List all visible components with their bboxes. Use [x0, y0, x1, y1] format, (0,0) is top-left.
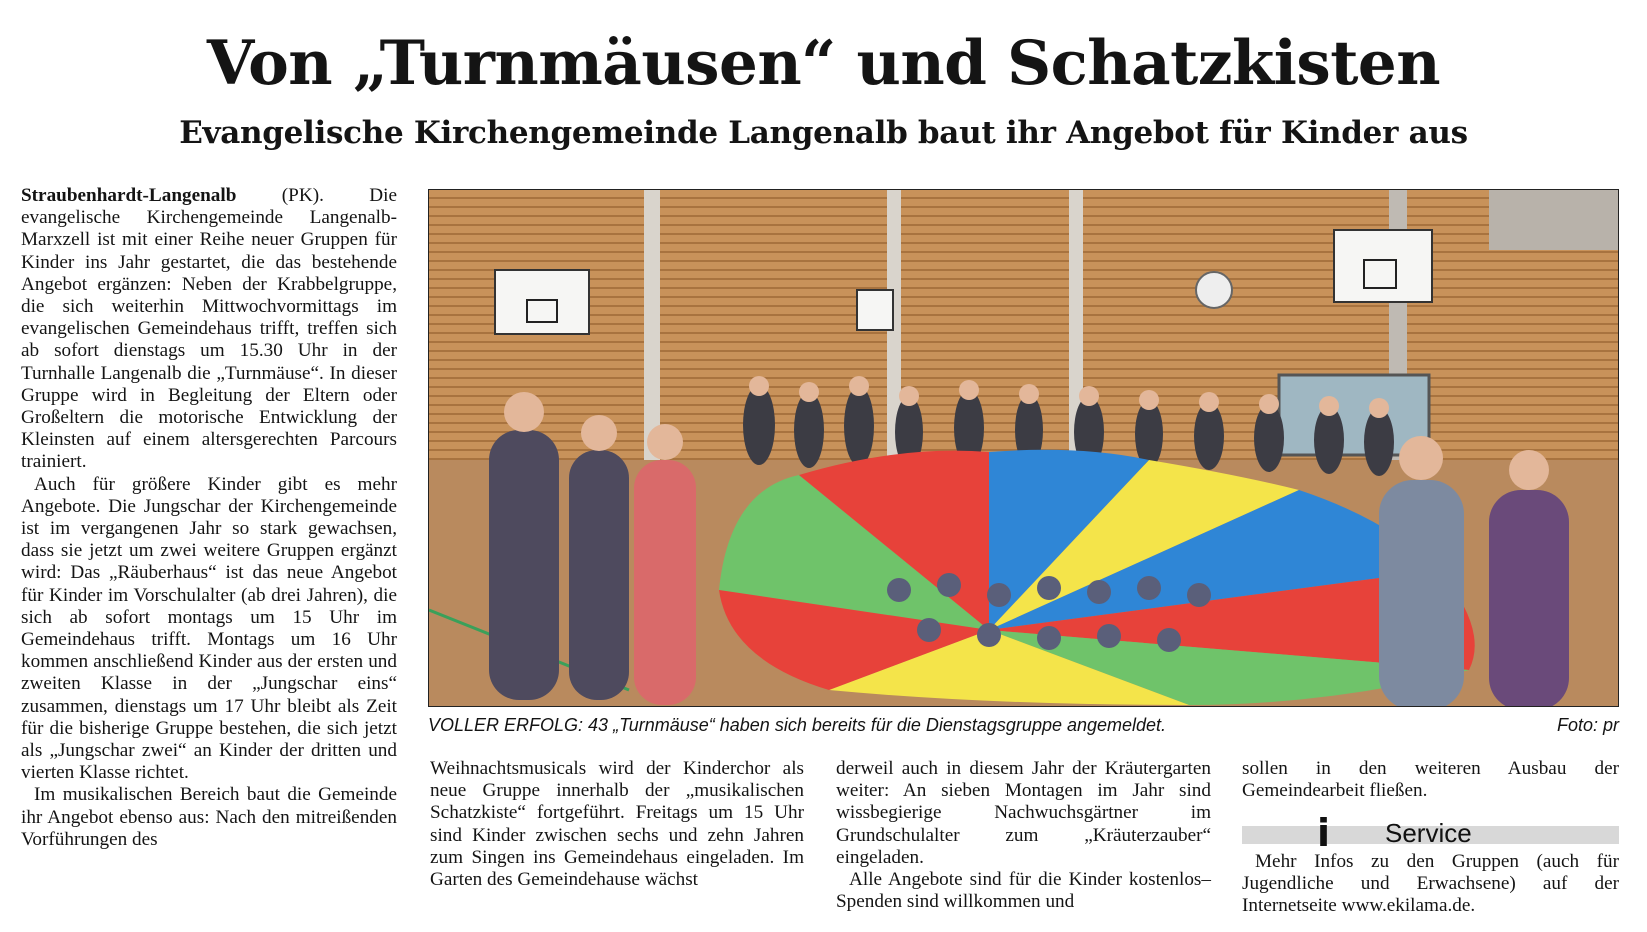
article-column-4 [1242, 758, 1619, 802]
subheadline: Evangelische Kirchengemeinde Langenalb baut ihr Angebot für Kinder aus [179, 115, 1468, 151]
info-icon: i [1317, 811, 1331, 855]
paragraph-text: (PK). Die evangelische Kirchengemeinde Langenalb-Marxzell ist mit einer Reihe neuer Gruppen für Kinder ins Jahr gestartet, die das bestehende Angebot ergänzen: Neben der Krabbelgruppe, die sich weiterhin Mittwochvormittags im evangelischen Gemeindehaus trifft, treffen sich ab sofort dienstags um 15.30 Uhr in der Turnhalle Langenalb die „Turnmäuse“. In dieser Gruppe wird in Begleitung der Eltern oder Großeltern die motorische Entwicklung der Kleinsten auf einem altersgerechten Parcours trainiert. [21, 185, 397, 473]
article-column-3 [836, 758, 1211, 913]
headline: Von „Turnmäusen“ und Schatzkisten [206, 28, 1441, 99]
service-box-header [1242, 811, 1619, 855]
paragraph: sollen in den weiteren Ausbau der Gemeindearbeit fließen. [1242, 758, 1619, 802]
service-text [1242, 851, 1619, 918]
photo-caption [428, 712, 1619, 738]
service-label: Service [1385, 818, 1472, 848]
paragraph: Auch für größere Kinder gibt es mehr Angebote. Die Jungschar der Kirchengemeinde ist im vergangenen Jahr so stark gewachsen, dass sie jetzt um zwei weitere Gruppen ergänzt wird: Das „Räuberhaus“ ist das neue Angebot für Kinder im Vorschulalter (ab drei Jahren), die sich ab sofort montags um 15 Uhr im Gemeindehaus trifft. Montags um 16 Uhr kommen anschließend Kinder aus der ersten und zweiten Klasse in der „Jungschar eins“ zusammen, dienstags um 17 Uhr bleibt als Zeit für die bisherige Gruppe bestehen, die sich jetzt als „Jungschar zwei“ an Kinder der dritten und vierten Klasse richtet. [21, 473, 397, 784]
photo-credit: Foto: pr [1556, 715, 1619, 735]
paragraph [21, 185, 397, 474]
article-photo [428, 189, 1619, 707]
caption-text: VOLLER ERFOLG: 43 „Turnmäuse“ haben sich bereits für die Dienstagsgruppe angemeldet. [428, 715, 1167, 735]
paragraph: Weihnachtsmusicals wird der Kinderchor als neue Gruppe innerhalb der „musikalischen Schatzkiste“ fortgeführt. Freitags um 15 Uhr sind Kinder zwischen sechs und zehn Jahren zum Singen ins Gemeindehaus eingeladen. Im Garten des Gemeindehause wächst [430, 758, 804, 891]
article-column-2 [430, 758, 804, 891]
paragraph: Alle Angebote sind für die Kinder kostenlos– Spenden sind willkommen und [836, 869, 1211, 913]
paragraph: derweil auch in diesem Jahr der Kräutergarten weiter: An sieben Montagen im Jahr sind wissbegierige Nachwuchsgärtner im Grundschulalter zum „Kräuterzauber“ eingeladen. [836, 758, 1211, 868]
paragraph: Im musikalischen Bereich baut die Gemeinde ihr Angebot ebenso aus: Nach den mitreißenden Vorführungen des [21, 784, 397, 850]
gym-photo-illustration [429, 190, 1619, 707]
article-column-1 [21, 185, 397, 851]
paragraph: Mehr Infos zu den Gruppen (auch für Jugendliche und Erwachsene) auf der Internetseite www.ekilama.de. [1242, 851, 1619, 917]
dateline: Straubenhardt-Langenalb [21, 185, 237, 206]
